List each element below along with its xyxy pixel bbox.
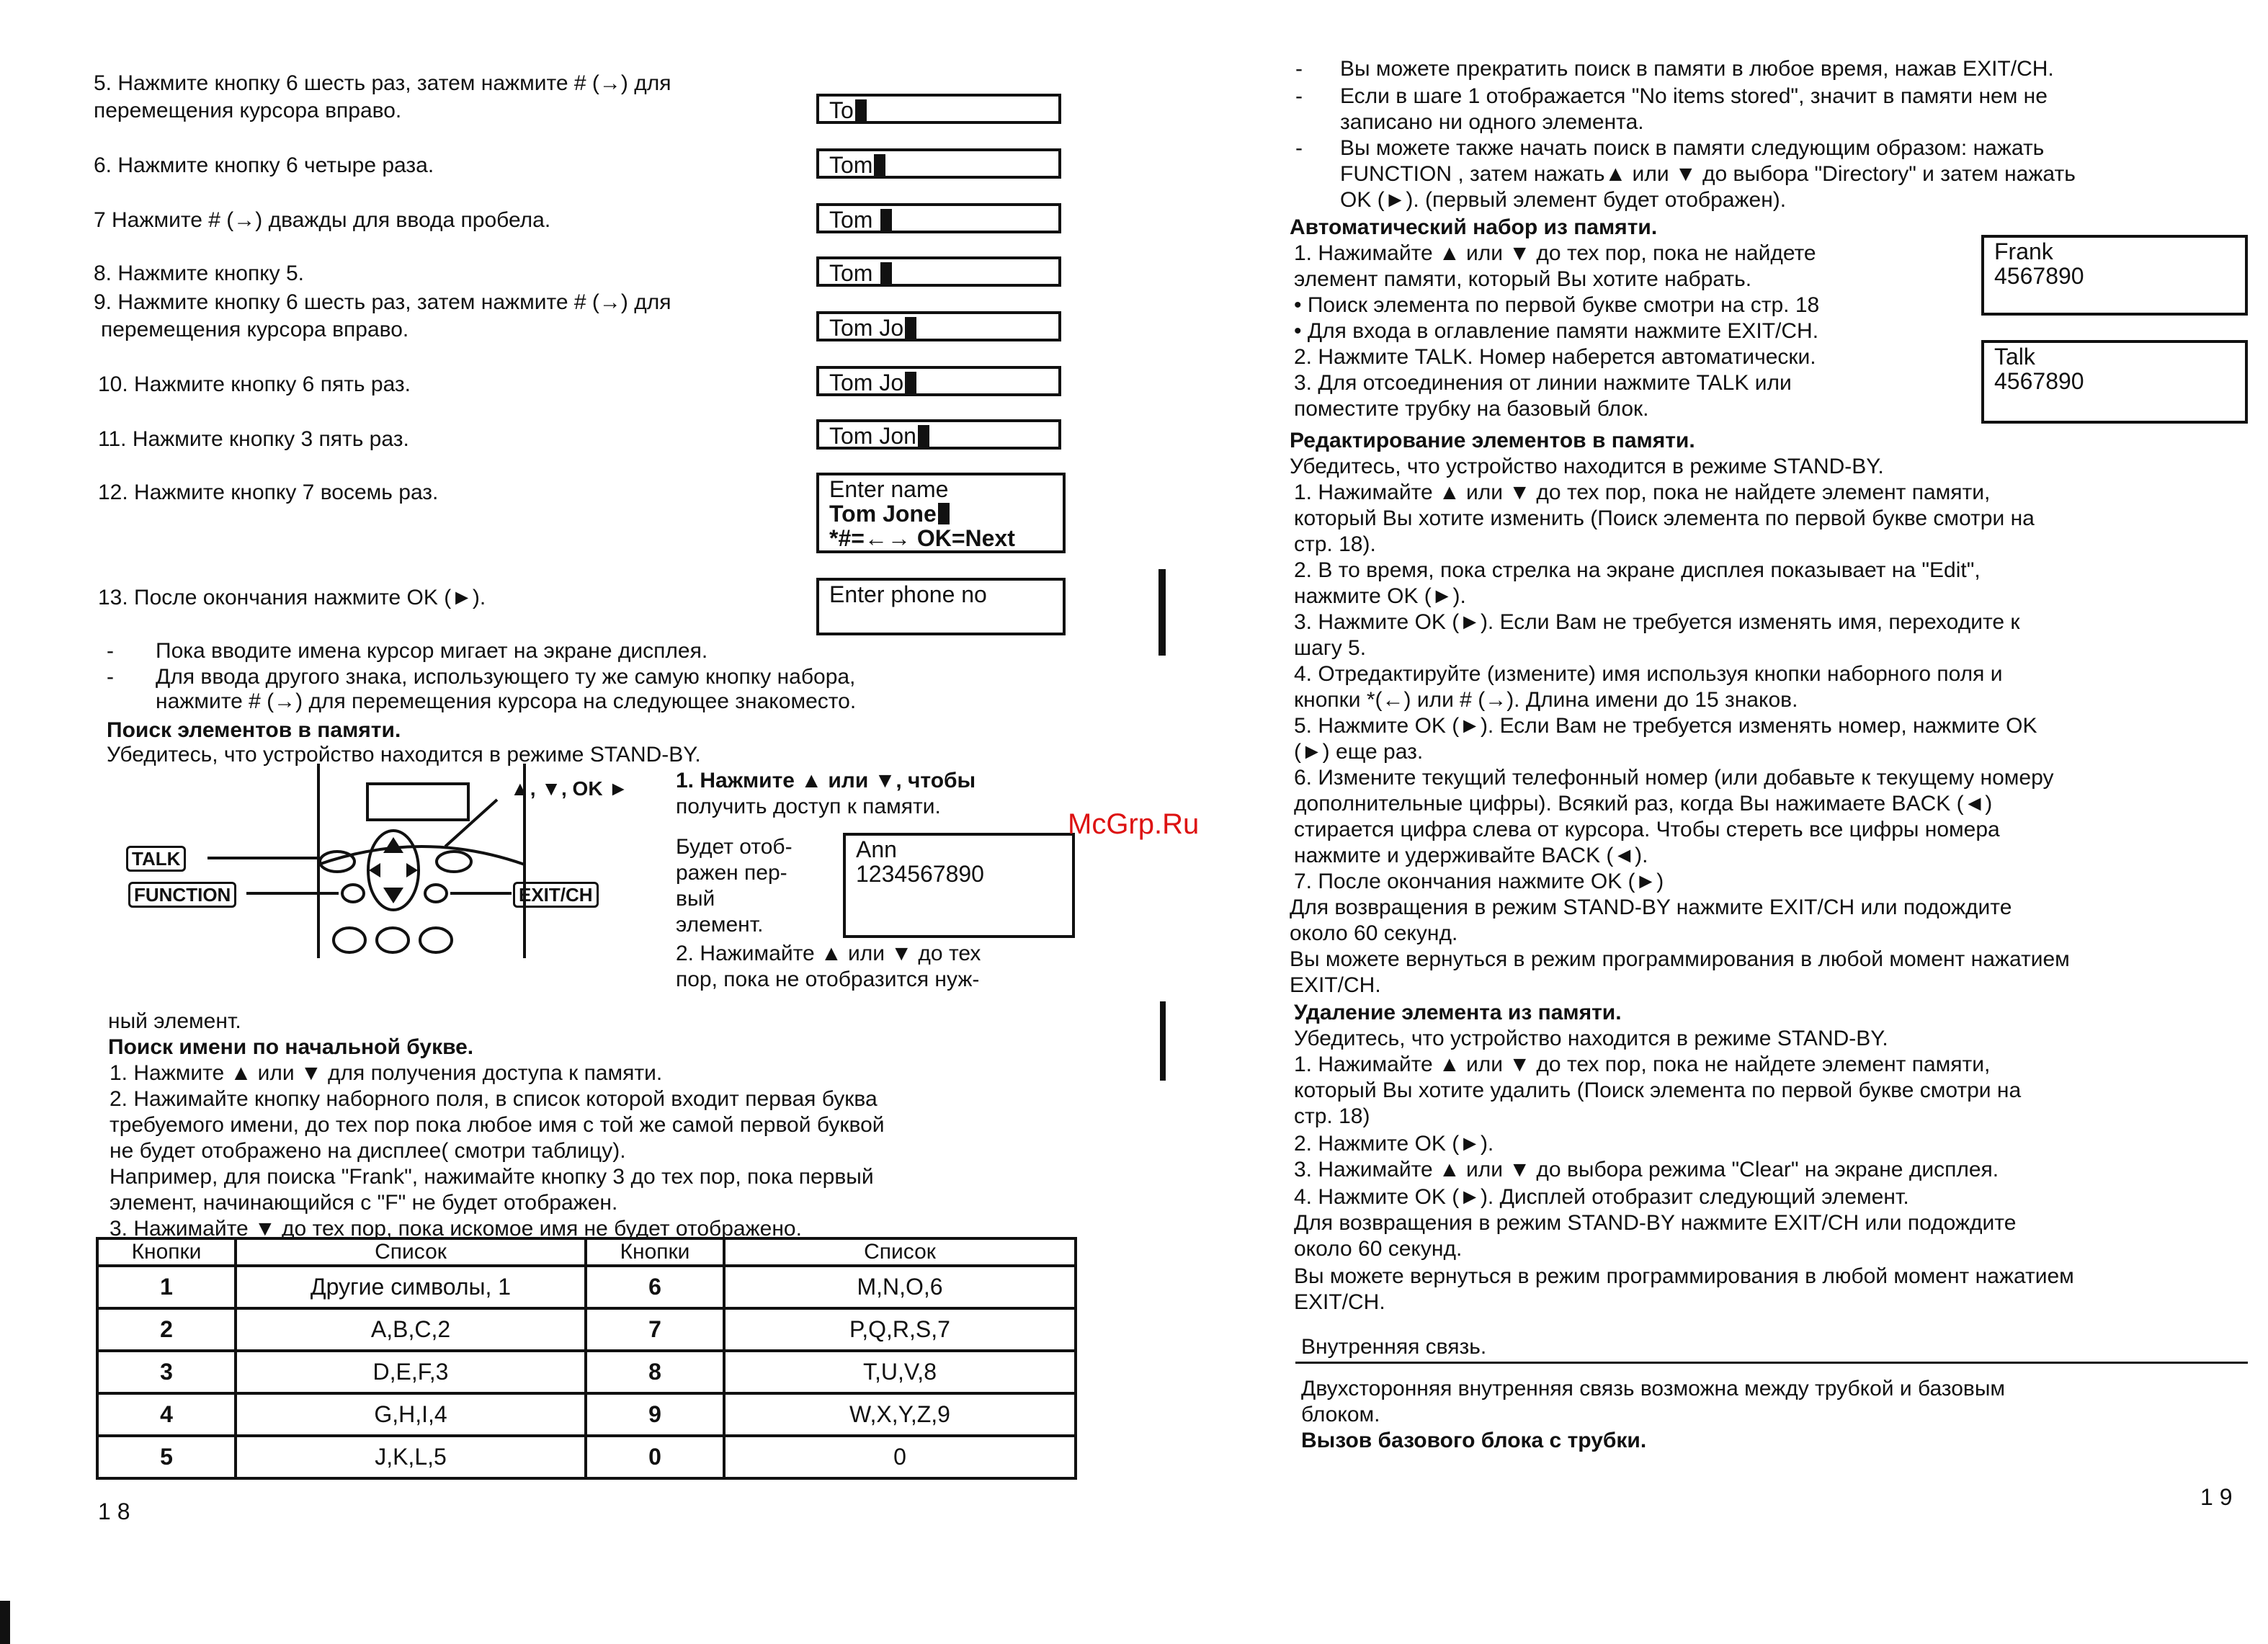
shown-2: ражен пер- [676, 861, 787, 885]
table-row [97, 1308, 1076, 1351]
edit-line-17: 7. После окончания нажмите OK (►) [1294, 870, 1664, 893]
table-cell: T,U,V,8 [724, 1351, 1076, 1393]
table-cell: D,E,F,3 [236, 1351, 586, 1393]
intercom-line-2: блоком. [1301, 1403, 1380, 1426]
delete-line-4: стр. 18) [1294, 1104, 1370, 1128]
search-title: Поиск элементов в памяти. [107, 718, 401, 742]
lcd-step-12: Enter name Tom Jone *#=←→ OK=Next [816, 473, 1066, 553]
table-header [97, 1238, 1076, 1266]
lcd-step-9: Tom Jo [816, 311, 1061, 341]
delete-line-10: Вы можете вернуться в режим программирования в любой момент нажатием [1294, 1264, 2074, 1288]
edit-line-18: Для возвращения в режим STAND-BY нажмите EXIT/CH или подождите [1290, 895, 2012, 919]
step-8: 8. Нажмите кнопку 5. [94, 262, 305, 285]
delete-title: Удаление элемента из памяти. [1294, 1001, 1622, 1024]
search-standby: Убедитесь, что устройство находится в режиме STAND-BY. [107, 743, 701, 767]
header-keys-1: Кнопки [97, 1238, 236, 1266]
table-row [97, 1436, 1076, 1478]
edit-line-1: Убедитесь, что устройство находится в режиме STAND-BY. [1290, 455, 1884, 478]
edit-line-19: около 60 секунд. [1290, 921, 1458, 945]
edit-line-7: 3. Нажмите OK (►). Если Вам не требуется изменять имя, переходите к [1294, 610, 2020, 634]
auto-line-5: 2. Нажмите TALK. Номер наберется автоматически. [1294, 345, 1816, 369]
function-label: FUNCTION [128, 882, 236, 908]
edit-line-2: 1. Нажимайте ▲ или ▼ до тех пор, пока не найдете элемент памяти, [1294, 481, 1991, 504]
letter-line-1: 1. Нажмите ▲ или ▼ для получения доступа к памяти. [110, 1061, 663, 1085]
note-2: Для ввода другого знака, использующего ту же самую кнопку набора, [156, 665, 856, 689]
delete-line-9: около 60 секунд. [1294, 1237, 1463, 1261]
auto-title: Автоматический набор из памяти. [1290, 215, 1658, 239]
delete-line-5: 2. Нажмите OK (►). [1294, 1132, 1494, 1156]
bullet-1-line-1: Вы можете прекратить поиск в памяти в любое время, нажав EXIT/CH. [1340, 57, 2054, 81]
auto-line-7: поместите трубку на базовый блок. [1294, 397, 1649, 421]
table-cell: A,B,C,2 [236, 1308, 586, 1351]
table-cell: 2 [97, 1308, 236, 1351]
lcd-step-13: Enter phone no [816, 578, 1066, 635]
lcd-step-7: Tom [816, 203, 1061, 233]
table-cell: 9 [586, 1393, 724, 1436]
step-9-cont: перемещения курсора вправо. [101, 318, 409, 341]
step-6: 6. Нажмите кнопку 6 четыре раза. [94, 153, 434, 177]
table-cell: 0 [724, 1436, 1076, 1478]
delete-line-6: 3. Нажимайте ▲ или ▼ до выбора режима "Clear" на экране дисплея. [1294, 1158, 1999, 1181]
edit-line-11: 5. Нажмите OK (►). Если Вам не требуется изменять номер, нажмите OK [1294, 714, 2037, 738]
edit-line-3: который Вы хотите изменить (Поиск элемента по первой букве смотри на [1294, 506, 2035, 530]
step-11: 11. Нажмите кнопку 3 пять раз. [98, 427, 409, 451]
watermark: McGrp.Ru [1068, 808, 1200, 840]
exit-ch-label: EXIT/CH [513, 882, 599, 908]
scan-edge-mark [0, 1601, 10, 1644]
delete-line-2: 1. Нажимайте ▲ или ▼ до тех пор, пока не найдете элемент памяти, [1294, 1053, 1991, 1076]
shown-3: вый [676, 887, 715, 911]
edit-line-9: 4. Отредактируйте (измените) имя используя кнопки наборного поля и [1294, 662, 2003, 686]
note-dash-1: - [107, 639, 114, 663]
bullet-2-line-1: Если в шаге 1 отображается "No items stored", значит в памяти нем не [1340, 84, 2048, 108]
table-cell: P,Q,R,S,7 [724, 1308, 1076, 1351]
edit-line-15: стирается цифра слева от курсора. Чтобы стереть все цифры номера [1294, 818, 2000, 841]
step-9: 9. Нажмите кнопку 6 шесть раз, затем нажмите # (→) для [94, 290, 671, 314]
edit-line-10: кнопки *(←) или # (→). Длина имени до 15 знаков. [1294, 688, 1798, 712]
note-3: нажмите # (→) для перемещения курсора на следующее знакоместо. [156, 689, 857, 713]
step-7: 7 Нажмите # (→) дважды для ввода пробела. [94, 208, 551, 232]
step-13: 13. После окончания нажмите OK (►). [98, 586, 486, 609]
edit-line-20: Вы можете вернуться в режим программирования в любой момент нажатием [1290, 947, 2070, 971]
delete-line-1: Убедитесь, что устройство находится в режиме STAND-BY. [1294, 1027, 1888, 1050]
table-cell: 1 [97, 1266, 236, 1308]
step-12: 12. Нажмите кнопку 7 восемь раз. [98, 481, 439, 504]
binding-mark [1158, 569, 1166, 656]
delete-line-8: Для возвращения в режим STAND-BY нажмите EXIT/CH или подождите [1294, 1211, 2017, 1235]
table-cell: 3 [97, 1351, 236, 1393]
letter-line-3: требуемого имени, до тех пор пока любое имя с той же самой первой буквой [110, 1113, 885, 1137]
edit-line-13: 6. Измените текущий телефонный номер (или добавьте к текущему номеру [1294, 766, 2054, 790]
lcd-step-11: Tom Jon [816, 419, 1061, 450]
search-step-2-end: ный элемент. [108, 1009, 241, 1033]
header-list-1: Список [236, 1238, 586, 1266]
table-cell: 7 [586, 1308, 724, 1351]
table-cell: 5 [97, 1436, 236, 1478]
letter-line-2: 2. Нажимайте кнопку наборного поля, в список которой входит первая буква [110, 1087, 878, 1111]
table-cell: M,N,O,6 [724, 1266, 1076, 1308]
page-number-left: 1 8 [98, 1498, 130, 1524]
note-dash-2: - [107, 665, 114, 689]
section-divider [1295, 1362, 2248, 1364]
nav-keys-label: ▲, ▼, OK ► [510, 777, 629, 800]
edit-line-6: нажмите OK (►). [1294, 584, 1466, 608]
header-list-2: Список [724, 1238, 1076, 1266]
shown-4: элемент. [676, 913, 764, 937]
edit-line-16: нажмите и удерживайте BACK (◄). [1294, 844, 1648, 867]
intercom-line-1: Двухсторонняя внутренняя связь возможна между трубкой и базовым [1301, 1377, 2006, 1400]
edit-line-21: EXIT/CH. [1290, 973, 1381, 997]
edit-line-5: 2. В то время, пока стрелка на экране дисплея показывает на "Edit", [1294, 558, 1981, 582]
edit-line-14: дополнительные цифры). Всякий раз, когда Вы нажимаете BACK (◄) [1294, 792, 1993, 816]
bullet-dash-2: - [1295, 84, 1303, 108]
table-row [97, 1266, 1076, 1308]
table-cell: G,H,I,4 [236, 1393, 586, 1436]
letter-title: Поиск имени по начальной букве. [108, 1035, 474, 1059]
note-1: Пока вводите имена курсор мигает на экране дисплея. [156, 639, 708, 663]
table-cell: J,K,L,5 [236, 1436, 586, 1478]
table-cell: W,X,Y,Z,9 [724, 1393, 1076, 1436]
auto-line-6: 3. Для отсоединения от линии нажмите TALK или [1294, 371, 1792, 395]
shown-1: Будет отоб- [676, 835, 793, 859]
table-cell: 0 [586, 1436, 724, 1478]
step-10: 10. Нажмите кнопку 6 пять раз. [98, 372, 411, 396]
bullet-3-line-1: Вы можете также начать поиск в памяти следующим образом: нажать [1340, 136, 2045, 160]
lcd-ann: Ann 1234567890 [843, 833, 1075, 938]
step-5: 5. Нажмите кнопку 6 шесть раз, затем нажмите # (→) для [94, 71, 671, 95]
table-cell: 8 [586, 1351, 724, 1393]
page-number-right: 1 9 [2200, 1484, 2233, 1510]
edit-line-4: стр. 18). [1294, 532, 1376, 556]
step-5-cont: перемещения курсора вправо. [94, 99, 402, 122]
letter-line-7: 3. Нажимайте ▼ до тех пор, пока искомое имя не будет отображено. [110, 1217, 802, 1241]
search-step-1b: получить доступ к памяти. [676, 795, 941, 818]
letter-line-5: Например, для поиска "Frank", нажимайте кнопку 3 до тех пор, пока первый [110, 1165, 874, 1189]
bullet-2-line-2: записано ни одного элемента. [1340, 110, 1644, 134]
letter-line-6: элемент, начинающийся с "F" не будет отображен. [110, 1191, 618, 1215]
delete-line-3: который Вы хотите удалить (Поиск элемента по первой букве смотри на [1294, 1078, 2022, 1102]
lcd-talk: Talk 4567890 [1981, 340, 2248, 424]
edit-line-8: шагу 5. [1294, 636, 1367, 660]
header-keys-2: Кнопки [586, 1238, 724, 1266]
table-cell: 6 [586, 1266, 724, 1308]
lcd-step-6: Tom [816, 148, 1061, 179]
auto-line-1: 1. Нажимайте ▲ или ▼ до тех пор, пока не найдете [1294, 241, 1816, 265]
bullet-3-line-3: OK (►). (первый элемент будет отображен). [1340, 188, 1787, 212]
bullet-dash-3: - [1295, 136, 1303, 160]
auto-line-2: элемент памяти, который Вы хотите набрать. [1294, 267, 1752, 291]
table-row [97, 1393, 1076, 1436]
lcd-step-8: Tom [816, 256, 1061, 287]
lcd-step-10: Tom Jo [816, 366, 1061, 396]
binding-mark [1160, 1001, 1166, 1081]
delete-line-7: 4. Нажмите OK (►). Дисплей отобразит следующий элемент. [1294, 1185, 1909, 1209]
edit-title: Редактирование элементов в памяти. [1290, 429, 1695, 452]
auto-line-4: • Для входа в оглавление памяти нажмите EXIT/CH. [1294, 319, 1819, 343]
bullet-3-line-2: FUNCTION , затем нажать▲ или ▼ до выбора "Directory" и затем нажать [1340, 162, 2076, 186]
bullet-dash-1: - [1295, 57, 1303, 81]
intercom-call: Вызов базового блока с трубки. [1301, 1429, 1647, 1452]
edit-line-12: (►) еще раз. [1294, 740, 1424, 764]
delete-line-11: EXIT/CH. [1294, 1290, 1385, 1314]
search-step-2b: пор, пока не отобразится нуж- [676, 968, 980, 991]
keys-table [96, 1237, 1077, 1480]
search-step-2a: 2. Нажимайте ▲ или ▼ до тех [676, 942, 981, 965]
talk-label: TALK [126, 846, 186, 872]
table-cell: Другие символы, 1 [236, 1266, 586, 1308]
search-step-1a: 1. Нажмите ▲ или ▼, чтобы [676, 769, 976, 792]
lcd-frank: Frank 4567890 [1981, 235, 2248, 316]
letter-line-4: не будет отображено на дисплее( смотри таблицу). [110, 1139, 626, 1163]
auto-line-3: • Поиск элемента по первой букве смотри на стр. 18 [1294, 293, 1820, 317]
intercom-title: Внутренняя связь. [1301, 1335, 1487, 1359]
table-cell: 4 [97, 1393, 236, 1436]
table-row [97, 1351, 1076, 1393]
lcd-step-5: To [816, 94, 1061, 124]
